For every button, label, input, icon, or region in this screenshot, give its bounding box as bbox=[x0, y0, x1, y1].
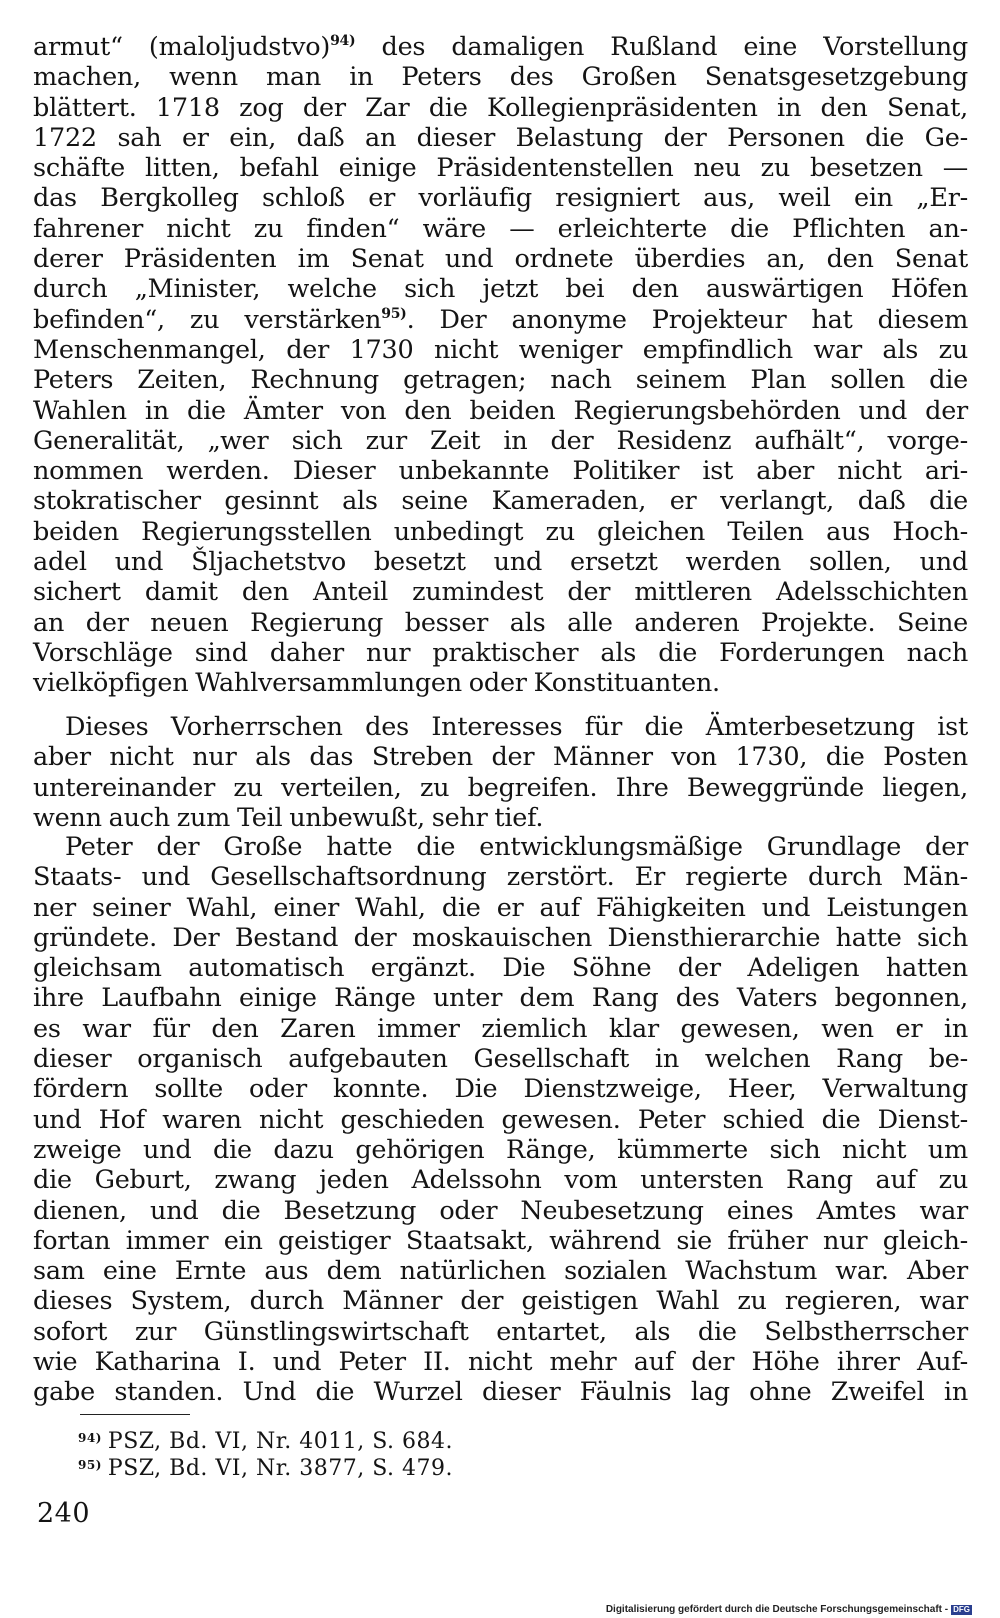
text-line: aber nicht nur als das Streben der Männer von 1730, die Posten bbox=[33, 742, 968, 773]
text-line: Peters Zeiten, Rechnung getragen; nach seinem Plan sollen die bbox=[33, 365, 968, 396]
text-line: ner seiner Wahl, einer Wahl, die er auf Fähigkeiten und Leistungen bbox=[33, 892, 968, 923]
text-line: sichert damit den Anteil zumindest der mittleren Adelsschichten bbox=[33, 577, 968, 608]
text-line: adel und Šljachetstvo besetzt und ersetzt werden sollen, und bbox=[33, 547, 968, 578]
text-line: und Hof waren nicht geschieden gewesen. Peter schied die Dienst- bbox=[33, 1104, 968, 1135]
line-text: armut“ (maloljudstvo) bbox=[33, 32, 331, 62]
footnote-ref-94[interactable]: 94) bbox=[330, 33, 356, 49]
text-line: es war für den Zaren immer ziemlich klar gewesen, wen er in bbox=[33, 1013, 968, 1044]
line-text: Dieses Vorherrschen des Interesses für die Ämterbesetzung ist bbox=[65, 712, 968, 742]
footnote-94 bbox=[78, 1428, 453, 1455]
paragraph-3 bbox=[33, 832, 968, 1408]
text-line: die Geburt, zwang jeden Adelssohn vom untersten Rang auf zu bbox=[33, 1165, 968, 1196]
text-line: wie Katharina I. und Peter II. nicht mehr auf der Höhe ihrer Auf- bbox=[33, 1347, 968, 1378]
dfg-logo: DFG bbox=[953, 1604, 970, 1614]
paragraph-1 bbox=[33, 32, 968, 699]
text-line: sofort zur Günstlingswirtschaft entartet, als die Selbstherrscher bbox=[33, 1316, 968, 1347]
digitization-credit bbox=[606, 1604, 972, 1615]
text-line: dieser organisch aufgebauten Gesellschaft in welchen Rang be- bbox=[33, 1044, 968, 1075]
text-line: fördern sollte oder konnte. Die Dienstzweige, Heer, Verwaltung bbox=[33, 1074, 968, 1105]
text-line: dieses System, durch Männer der geistigen Wahl zu regieren, war bbox=[33, 1286, 968, 1317]
text-line: dienen, und die Besetzung oder Neubesetzung eines Amtes war bbox=[33, 1195, 968, 1226]
line-text: . Der anonyme Projekteur hat diesem bbox=[406, 304, 968, 335]
text-line: vielköpfigen Wahlversammlungen oder Konstituanten. bbox=[33, 668, 720, 699]
footnote-ref-95[interactable]: 95) bbox=[381, 305, 407, 322]
paragraph-2 bbox=[33, 712, 968, 833]
text-line: gründete. Der Bestand der moskauischen Diensthierarchie hatte sich bbox=[33, 922, 968, 953]
footnote-text: PSZ, Bd. VI, Nr. 3877, S. 479. bbox=[107, 1456, 454, 1481]
text-line: stokratischer gesinnt als seine Kameraden, er verlangt, daß die bbox=[33, 486, 968, 517]
text-line: Vorschläge sind daher nur praktischer als die Forderungen nach bbox=[33, 637, 968, 668]
text-line: fahrener nicht zu finden“ wäre — erleichterte die Pflichten an- bbox=[33, 213, 968, 244]
text-line: gleichsam automatisch ergänzt. Die Söhne der Adeligen hatten bbox=[33, 953, 968, 984]
text-line: blättert. 1718 zog der Zar die Kollegienpräsidenten in den Senat, bbox=[33, 92, 968, 123]
footnote-divider bbox=[80, 1414, 190, 1415]
text-line: an der neuen Regierung besser als alle anderen Projekte. Seine bbox=[33, 607, 968, 638]
text-line: 1722 sah er ein, daß an dieser Belastung der Personen die Ge- bbox=[33, 122, 968, 153]
credit-text: Digitalisierung gefördert durch die Deutsche Forschungsgemeinschaft - bbox=[605, 1604, 949, 1615]
text-line: zweige und die dazu gehörigen Ränge, kümmerte sich nicht um bbox=[33, 1134, 968, 1165]
text-line bbox=[33, 305, 968, 335]
line-text: befinden“, zu verstärken bbox=[33, 304, 382, 335]
text-line: fortan immer ein geistiger Staatsakt, während sie früher nur gleich- bbox=[33, 1225, 968, 1256]
text-line bbox=[33, 32, 968, 62]
footnote-text: PSZ, Bd. VI, Nr. 4011, S. 684. bbox=[107, 1429, 454, 1454]
text-line bbox=[33, 712, 968, 742]
page-number: 240 bbox=[37, 1498, 91, 1529]
text-line: wenn auch zum Teil unbewußt, sehr tief. bbox=[33, 802, 544, 833]
text-line: machen, wenn man in Peters des Großen Senatsgesetzgebung bbox=[33, 62, 968, 93]
text-line: beiden Regierungsstellen unbedingt zu gleichen Teilen aus Hoch- bbox=[33, 516, 968, 547]
footnote-marker: 94) bbox=[78, 1431, 102, 1445]
text-line: schäfte litten, befahl einige Präsidentenstellen neu zu besetzen — bbox=[33, 153, 968, 184]
text-line: Menschenmangel, der 1730 nicht weniger empfindlich war als zu bbox=[33, 334, 968, 365]
text-line: Staats- und Gesellschaftsordnung zerstört. Er regierte durch Män- bbox=[33, 862, 968, 893]
text-line: das Bergkolleg schloß er vorläufig resigniert aus, weil ein „Er- bbox=[33, 183, 968, 214]
text-line: Wahlen in die Ämter von den beiden Regierungsbehörden und der bbox=[33, 395, 968, 426]
line-text: Peter der Große hatte die entwicklungsmäßige Grundlage der bbox=[65, 832, 968, 862]
text-line: gabe standen. Und die Wurzel dieser Fäulnis lag ohne Zweifel in bbox=[33, 1377, 968, 1408]
text-line: nommen werden. Dieser unbekannte Politiker ist aber nicht ari- bbox=[33, 456, 968, 487]
text-line: derer Präsidenten im Senat und ordnete überdies an, den Senat bbox=[33, 244, 968, 275]
text-line: sam eine Ernte aus dem natürlichen sozialen Wachstum war. Aber bbox=[33, 1256, 968, 1287]
footnotes bbox=[78, 1428, 453, 1482]
text-line: untereinander zu verteilen, zu begreifen. Ihre Beweggründe liegen, bbox=[33, 772, 968, 803]
footnote-marker: 95) bbox=[78, 1458, 102, 1472]
text-line: ihre Laufbahn einige Ränge unter dem Rang des Vaters begonnen, bbox=[33, 983, 968, 1014]
footnote-95 bbox=[78, 1455, 453, 1482]
line-text: des damaligen Rußland eine Vorstellung bbox=[381, 32, 968, 62]
text-line: Generalität, „wer sich zur Zeit in der Residenz aufhält“, vorge- bbox=[33, 425, 968, 456]
text-line bbox=[33, 832, 968, 862]
text-line: durch „Minister, welche sich jetzt bei den auswärtigen Höfen bbox=[33, 274, 968, 305]
